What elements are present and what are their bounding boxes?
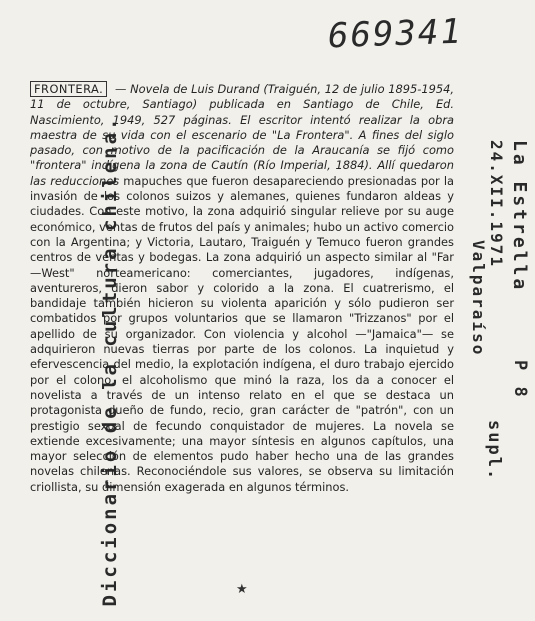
catalog-number: 669341 [327,11,464,57]
entry-intro: — Novela de Luis Durand (Traiguén, 12 de julio 1895-1954, 11 de octubre, Santiago) publicada en Santiago de Chile, Ed. Nascimiento, 1949, 527 páginas. El escritor intentó realizar la obra maestra de su vida con el escenario de "La Frontera". A fines del siglo pasado, con motivo de la pacificación de la Araucanía se fijó como "frontera" indígena la zona de Cautín (Río Imperial, 1884). Allí quedaron las reducciones [30,82,454,188]
newspaper-note: La Estrella [509,140,530,293]
end-star-icon: ★ [236,582,248,597]
dictionary-entry [30,82,454,495]
city-note: Valparaíso [469,240,488,357]
source-notes-right [469,120,535,560]
entry-body: mapuches que fueron desapareciendo presionadas por la invasión de los colonos suizos y alemanes, quienes fundaron aldeas y ciudades. Con este motivo, la zona adquirió singular relieve por su auge económico, ventas de frutos del país y animales; hubo un activo comercio con la Argentina; y Victoria, Lautaro, Traiguén y Temuco fueron grandes centros de ventas y bodegas. La zona adquirió un aspecto similar al "Far—West" norteamericano: comerciantes, jugadores, indígenas, aventureros, dieron sabor y colorido a la zona. El cuatrerismo, el bandidaje también hicieron su violenta aparición y sólo pudieron ser combatidos por grupos voluntarios que se llamaron "Trizzanos" por el apellido de su organizador. Con violencia y alcohol —"Jamaica"— se adquirieron nuevas tierras por parte de los colonos. La inquietud y efervescencia del medio, la explotación indígena, el duro trabajo ejercido por el colono, el alcoholismo que minó la raza, los da a conocer el novelista a través de un intenso relato en el que se destaca un protagonista dueño de fundo, recio, gran carácter de "patrón", con un prestigio sexual de fecundo conquistador de mujeres. La novela se extiende excesivamente; una mayor síntesis en algunos capítulos, una mayor selección de elementos pudo haber hecho una de las grandes novelas chilenas. Reconociéndole sus valores, se observa su limitación criollista, su dimensión exagerada en algunos términos. [30,173,454,494]
date-note: 24.XII.1971 [487,140,506,268]
entry-title: FRONTERA. [30,81,107,97]
page-note: P 8 [510,360,530,400]
source-note-left: Diccionario de la cultura chilena. [99,115,121,607]
supplement-note: supl. [484,420,504,482]
